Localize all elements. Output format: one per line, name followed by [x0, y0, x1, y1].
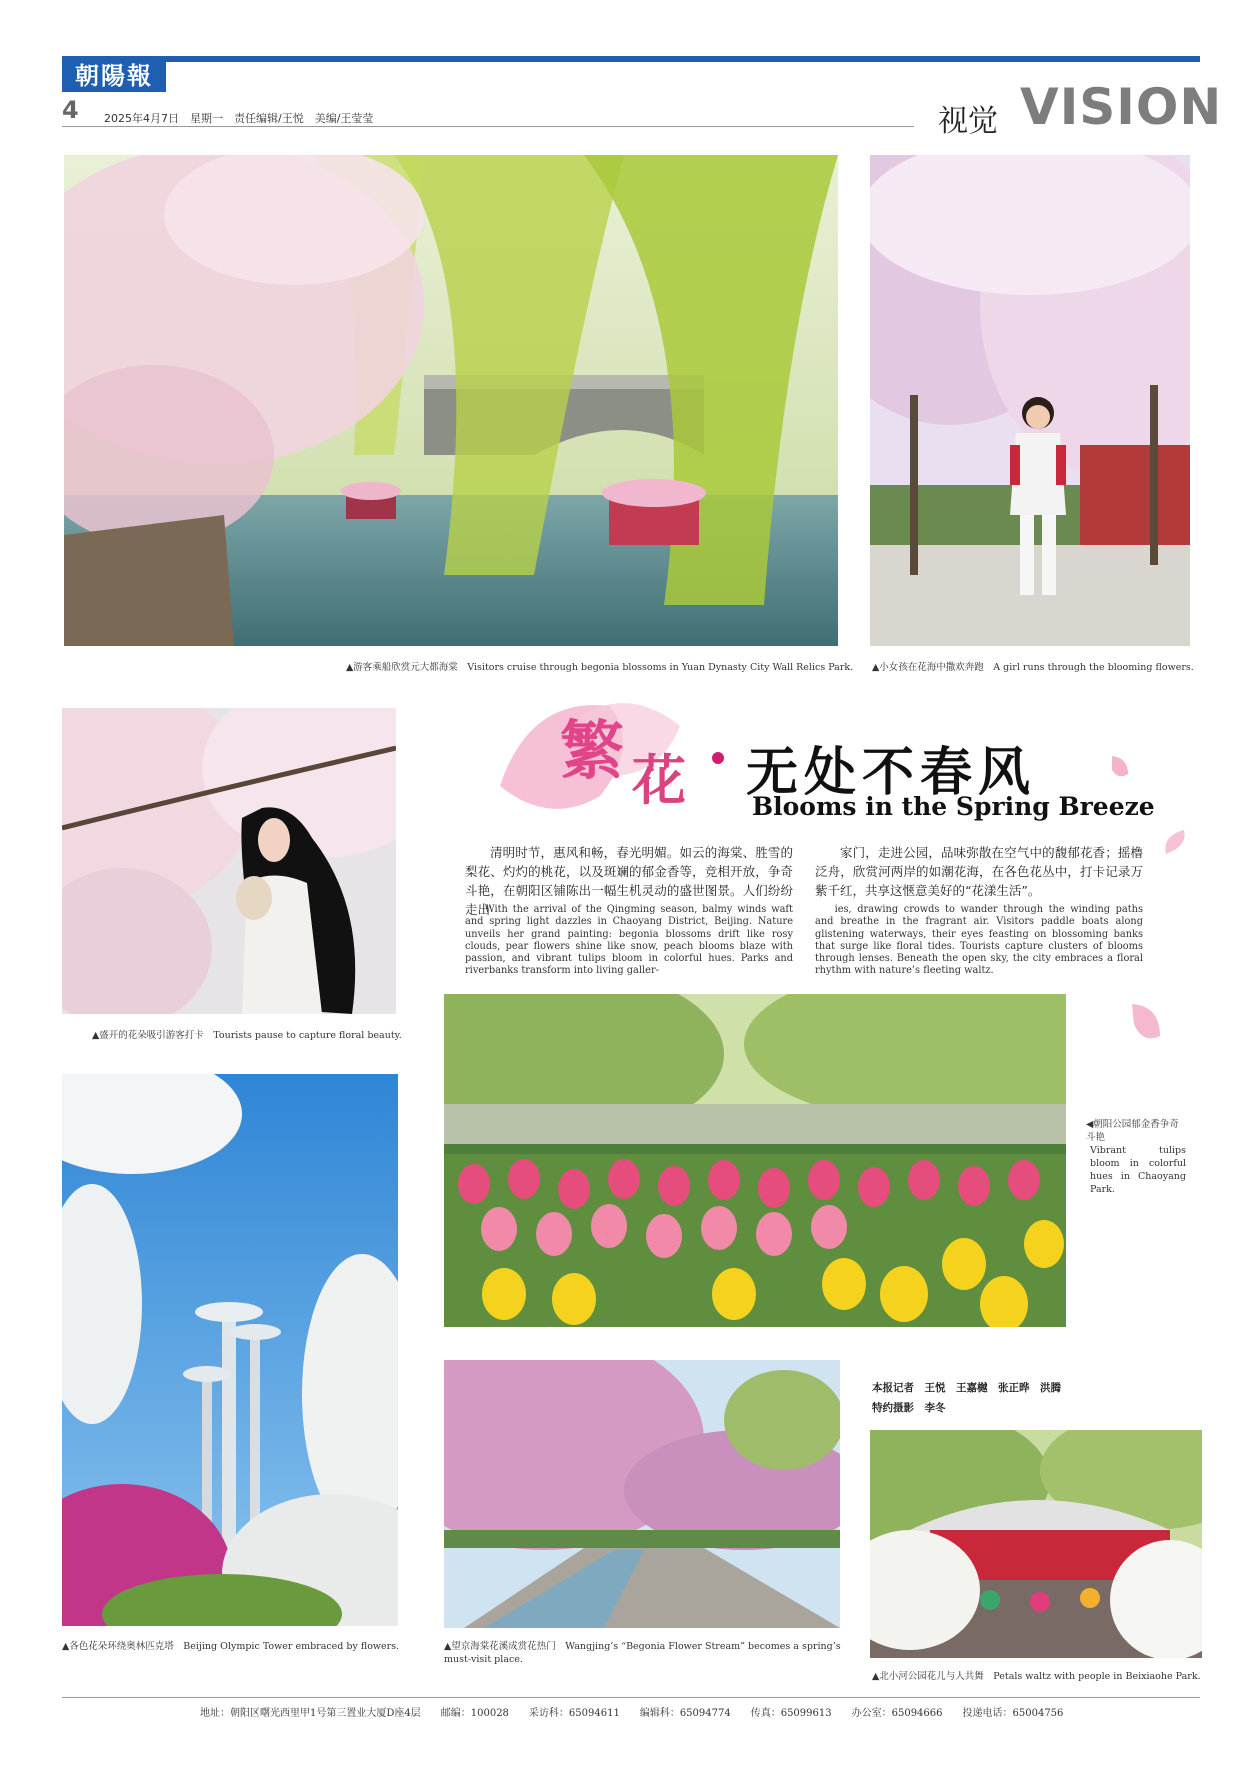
petal-decoration-small — [1128, 1000, 1164, 1044]
body-en-col1: With the arrival of the Qingming season, balmy winds waft and spring light dazzles in Chaoyang District, Beijing. Nature unveils her grand painting: begonia blossoms drift like rosy clouds, pear flowers shine like snow, peach blooms blaze with passion, and vibrant tulips bloom in colorful hues. Parks and riverbanks transform into living galler- — [465, 904, 793, 977]
photo-begonia-stream — [444, 1360, 840, 1628]
footer-rule — [62, 1697, 1200, 1698]
section-title-en: VISION — [1020, 78, 1223, 136]
photo-woman-fan — [62, 708, 396, 1014]
photo-park-dance — [870, 1430, 1202, 1658]
masthead-rule — [62, 126, 914, 127]
caption-canal: ▲游客乘船欣赏元大都海棠 Visitors cruise through begonia blossoms in Yuan Dynasty City Wall Relics Park. — [346, 662, 854, 673]
caption-tulips-en: Vibrant tulips bloom in colorful hues in Chaoyang Park. — [1090, 1145, 1186, 1195]
page-number: 4 — [62, 96, 79, 124]
title-dot — [712, 752, 724, 764]
body-zh-col2: 家门，走进公园，品味弥散在空气中的馥郁花香；摇橹泛舟，欣赏河两岸的如潮花海，在各色花丛中，打卡记录万紫千红，共享这惬意美好的“花漾生活”。 — [815, 845, 1143, 898]
photo-canal-boats — [64, 155, 838, 646]
headline-en: Blooms in the Spring Breeze — [752, 792, 1155, 821]
photo-tulips — [444, 994, 1066, 1327]
masthead-top-bar — [62, 56, 1200, 62]
caption-tower: ▲各色花朵环绕奥林匹克塔 Beijing Olympic Tower embraced by flowers. — [62, 1641, 400, 1652]
caption-park-dance: ▲北小河公园花儿与人共舞 Petals waltz with people in Beixiaohe Park. — [872, 1671, 1201, 1682]
title-char-hua: 花 — [632, 748, 686, 812]
body-zh-col1: 清明时节，惠风和畅，春光明媚。如云的海棠、胜雪的梨花、灼灼的桃花，以及斑斓的郁金香等，竞相开放，争奇斗艳，在朝阳区铺陈出一幅生机灵动的盛世图景。人们纷纷走出 — [465, 845, 793, 917]
issue-meta: 2025年4月7日 星期一 责任编辑/王悦 美编/王莹莹 — [104, 112, 374, 125]
caption-stream: ▲望京海棠花溪成赏花热门 Wangjing’s “Begonia Flower Stream” becomes a spring’s must-visit place. — [444, 1641, 841, 1665]
photo-girl-running — [870, 155, 1190, 646]
caption-tulips-zh: ◀朝阳公园郁金香争奇斗艳 — [1086, 1119, 1179, 1143]
petal-decoration-small — [1160, 826, 1190, 858]
petal-decoration-small — [1108, 752, 1132, 782]
photo-olympic-tower — [62, 1074, 398, 1626]
headline-zh: 无处不春风 — [746, 742, 1037, 803]
body-en-col2: ies, drawing crowds to wander through the winding paths and breathe in the fragrant air. Visitors paddle boats along glistening waterways, their eyes feasting on blossoming banks that surge like floral tides. Tourists capture clusters of blooms through lenses. Beneath the open sky, the city embraces a floral rhythm with nature’s fleeting waltz. — [815, 904, 1143, 977]
photographer-credit: 特约摄影 李冬 — [872, 1402, 946, 1414]
section-title-zh: 视觉 — [938, 104, 998, 139]
caption-girl: ▲小女孩在花海中撒欢奔跑 A girl runs through the blooming flowers. — [872, 662, 1194, 673]
reporter-credit: 本报记者 王悦 王嘉樾 张正晔 洪腾 — [872, 1382, 1061, 1394]
caption-woman: ▲盛开的花朵吸引游客打卡 Tourists pause to capture floral beauty. — [92, 1030, 402, 1041]
title-char-fan: 繁 — [560, 714, 624, 789]
footer-address: 地址：朝阳区曙光西里甲1号第三置业大厦D座4层 邮编：100028 采访科：65094611 编辑科：65094774 传真：65099613 办公室：65094666 投递电话：65004756 — [200, 1708, 1064, 1719]
newspaper-logo: 朝陽報 — [62, 60, 166, 92]
